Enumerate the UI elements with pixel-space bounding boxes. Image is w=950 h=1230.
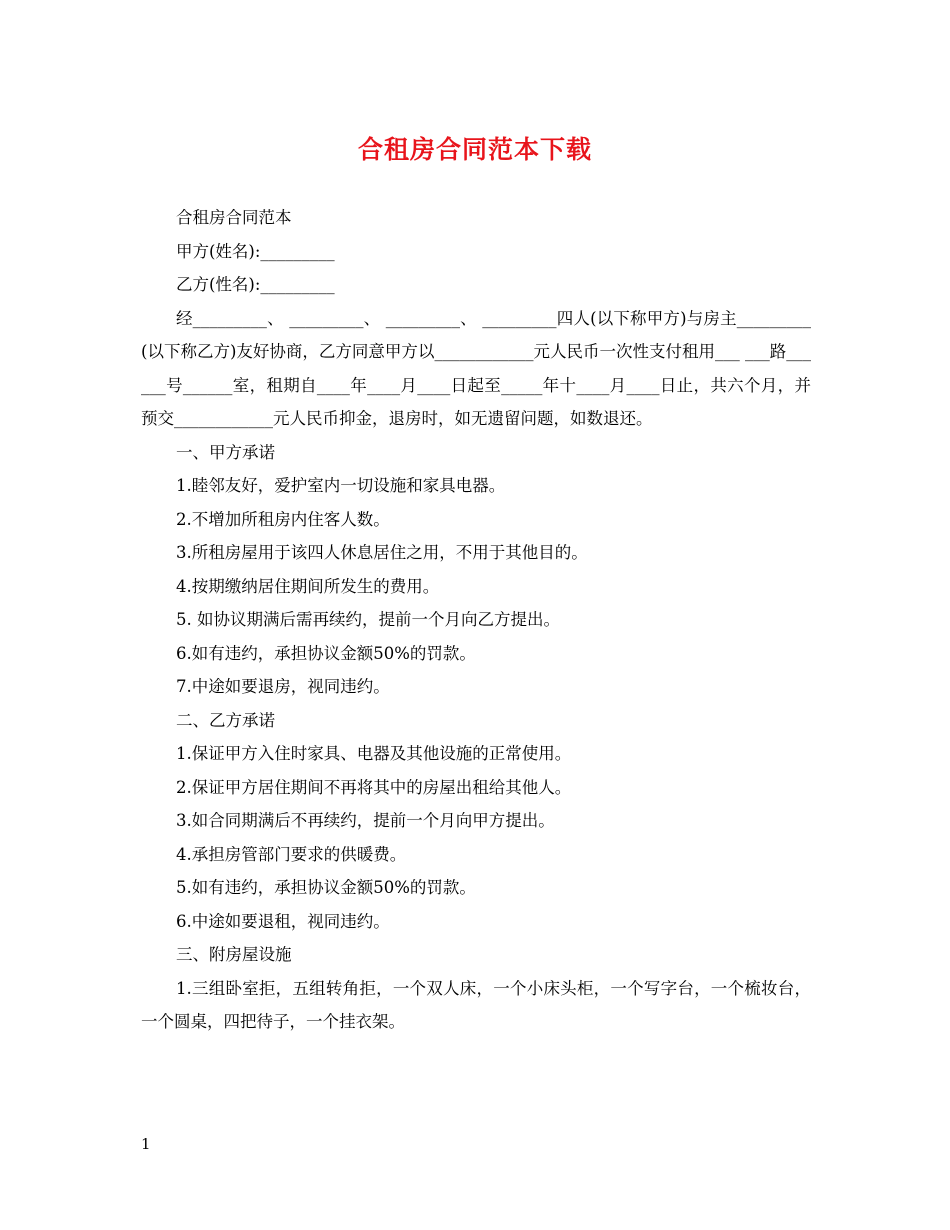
document-body <box>141 201 811 1039</box>
paragraph-party-b: 乙方(性名):_________ <box>176 275 335 294</box>
list-item: 5. 如协议期满后需再续约，提前一个月向乙方提出。 <box>176 610 560 629</box>
list-item: 1.保证甲方入住时家具、电器及其他设施的正常使用。 <box>176 744 572 763</box>
section-heading-facilities: 三、附房屋设施 <box>176 945 292 964</box>
list-item: 6.如有违约，承担协议金额50%的罚款。 <box>176 643 476 663</box>
paragraph-heading: 合租房合同范本 <box>176 208 292 227</box>
list-item: 4.承担房管部门要求的供暖费。 <box>176 844 407 864</box>
list-item: 1.三组卧室拒，五组转角拒，一个双人床，一个小床头柜，一个写字台，一个梳妆台，一个圆桌，四把待子，一个挂衣架。 <box>141 978 811 1031</box>
list-item: 7.中途如要退房，视同违约。 <box>176 677 390 696</box>
list-item: 5.如有违约，承担协议金额50%的罚款。 <box>176 878 476 897</box>
list-item: 3.所租房屋用于该四人休息居住之用，不用于其他目的。 <box>176 543 588 562</box>
list-item: 6.中途如要退租，视同违约。 <box>176 911 390 931</box>
paragraph-agreement: 经_________、 _________、 _________、 _________四人(以下称甲方)与房主_________(以下称乙方)友好协商，乙方同意甲方以____________元人民币一次性支付租用___ ___路______号______室，租期自____年____月____日起至_____年十____月____日止，共六个月，并预交____________元人民币抑金，退房时，如无遗留问题，如数退还。 <box>141 308 811 428</box>
section-heading-party-a-promises: 一、甲方承诺 <box>176 442 275 462</box>
document-title: 合租房合同范本下载 <box>357 135 592 164</box>
list-item: 2.不增加所租房内住客人数。 <box>176 509 390 529</box>
list-item: 1.睦邻友好，爱护室内一切设施和家具电器。 <box>176 476 506 495</box>
list-item: 2.保证甲方居住期间不再将其中的房屋出租给其他人。 <box>176 777 572 797</box>
page-number: 1 <box>141 1135 151 1153</box>
list-item: 4.按期缴纳居住期间所发生的费用。 <box>176 576 440 596</box>
section-heading-party-b-promises: 二、乙方承诺 <box>176 710 275 730</box>
paragraph-party-a: 甲方(姓名):_________ <box>176 241 335 261</box>
list-item: 3.如合同期满后不再续约，提前一个月向甲方提出。 <box>176 811 555 830</box>
